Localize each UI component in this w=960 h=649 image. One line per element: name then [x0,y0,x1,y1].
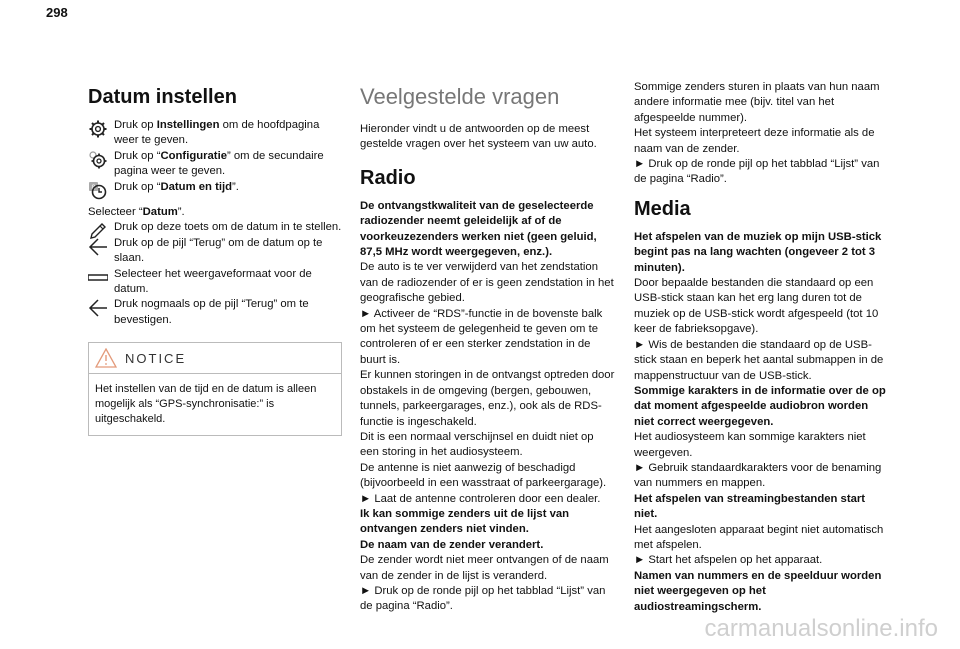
warning-icon [95,348,117,368]
faq-intro: Hieronder vindt u de antwoorden op de meest gestelde vragen over het systeem van uw auto. [360,123,597,151]
radio-info-action: ► Druk op de ronde pijl op het tabblad “Lijst” van de pagina “Radio”. [634,158,880,186]
column-media [634,80,890,615]
step-configuration [88,149,342,180]
select-prefix: Selecteer “ [88,206,143,219]
media-answer-2-action: ► Gebruik standaardkarakters voor de benaming van nummers en mappen. [634,461,882,490]
substep-text: Druk op deze toets om de datum in te stellen. [114,221,342,234]
radio-answer-1-antenna: De antenne is niet aanwezig of beschadigd (bijvoorbeeld in een wasstraat of parkeergarage). [360,461,607,490]
step-text-bold: Instellingen [156,119,220,131]
media-answer-2: Het audiosysteem kan sommige karakters niet weergeven. [634,431,866,459]
media-question-1: Het afspelen van de muziek op mijn USB-stick begint pas na lang wachten (ongeveer 2 tot 3 minuten). [634,230,882,274]
media-answer-3: Het aangesloten apparaat begint niet automatisch met afspelen. [634,523,884,551]
step-text-suffix: ” om de secundaire pagina weer te geven. [114,149,324,178]
gear-settings-icon [88,150,108,170]
section-title-faq: Veelgestelde vragen [360,84,560,109]
step-text-bold: Datum en tijd [160,180,233,193]
select-suffix: ”. [177,206,185,219]
media-question-4: Namen van nummers en de speelduur worden niet weergegeven op het audiostreamingscherm. [634,569,882,613]
watermark: carmanualsonline.info [704,615,938,642]
substep-text: Druk nogmaals op de pijl “Terug” om te bevestigen. [114,298,309,326]
svg-text:8: 8 [91,184,96,192]
radio-answer-1-note: Er kunnen storingen in de ontvangst optreden door obstakels in de omgeving (bergen, gebouwen, tunnels, parkeergarages, enz.), ook als de RDS-functie is ingeschakeld. [360,369,615,428]
radio-question-2: Ik kan sommige zenders uit de lijst van ontvangen zenders niet vinden. [360,507,570,536]
notice-title: NOTICE [125,350,187,366]
section-title-media: Media [634,197,691,220]
radio-question-3: De naam van de zender verandert. [360,538,544,551]
section-title-radio: Radio [360,166,416,189]
radio-answer-1-action: ► Activeer de “RDS”-functie in de bovenste balk om het systeem de gelegenheid te geven om te controleren of er een sterker zendstation in de buurt is. [360,307,603,366]
radio-answer-1-dealer: ► Laat de antenne controleren door een dealer. [360,492,601,505]
substep-back-save [88,236,342,267]
media-answer-3-action: ► Start het afspelen op het apparaat. [634,554,823,567]
back-arrow-icon [88,298,108,318]
step-text-prefix: Druk op “ [114,149,161,162]
notice-box [88,342,342,436]
section-title-date: Datum instellen [88,86,237,108]
substep-edit [88,220,342,235]
substep-format [88,267,342,298]
column-faq [360,80,615,615]
step-date-time [88,180,342,195]
radio-answer-1: De auto is te ver verwijderd van het zendstation van de radiozender of er is geen zendstation in het geografische gebied. [360,261,614,305]
step-text-suffix: ”. [232,180,239,193]
notice-header [89,343,341,374]
format-bar-icon [88,268,108,288]
gear-icon [88,119,108,139]
step-text-suffix: om de hoofdpagina weer te geven. [114,119,320,147]
page-number: 298 [46,5,68,20]
radio-answer-2: De zender wordt niet meer ontvangen of de naam van de zender in de lijst is veranderd. [360,554,609,582]
media-question-3: Het afspelen van streamingbestanden start niet. [634,492,866,521]
back-arrow-icon [88,237,108,257]
step-settings [88,118,342,149]
media-question-2: Sommige karakters in de informatie over de op dat moment afgespeelde audiobron worden niet correct weergegeven. [634,384,886,428]
substep-text: Selecteer het weergaveformaat voor de datum. [114,267,312,296]
column-date-settings [88,80,342,436]
media-answer-1: Door bepaalde bestanden die standaard op een USB-stick staan kan het erg lang duren tot de muziek op de USB-stick wordt afgespeeld (tot 10 keer de fabrieksopgave). [634,277,879,336]
step-text-prefix: Druk op [114,119,157,131]
step-text-prefix: Druk op “ [114,180,161,193]
substep-back-confirm [88,297,342,328]
radio-info-text: Sommige zenders sturen in plaats van hun naam andere informatie mee (bijv. titel van het afgespeelde nummer). [634,81,880,124]
radio-info-interpret: Het systeem interpreteert deze informatie als de naam van de zender. [634,127,875,155]
substep-text: Druk op de pijl “Terug” om de datum op te slaan. [114,236,323,265]
select-date-instruction [88,205,342,220]
step-text-bold: Configuratie [160,149,227,162]
calendar-clock-icon [88,181,108,201]
radio-question-1: De ontvangstkwaliteit van de geselecteerde radiozender neemt geleidelijk af of de voorkeuzezenders werken niet (geen geluid, 87,5 MHz wordt weergegeven, enz.). [360,199,597,259]
radio-answer-2-action: ► Druk op de ronde pijl op het tabblad “Lijst” van de pagina “Radio”. [360,584,606,613]
select-bold: Datum [142,206,178,219]
radio-answer-1-normal: Dit is een normaal verschijnsel en duidt niet op een storing in het audiosysteem. [360,430,594,459]
media-answer-1-action: ► Wis de bestanden die standaard op de USB-stick staan en beperk het aantal submappen in de mappenstructuur van de USB-stick. [634,338,884,382]
notice-text: Het instellen van de tijd en de datum is alleen mogelijk als “GPS-synchronisatie:” is uitgeschakeld. [95,383,317,426]
